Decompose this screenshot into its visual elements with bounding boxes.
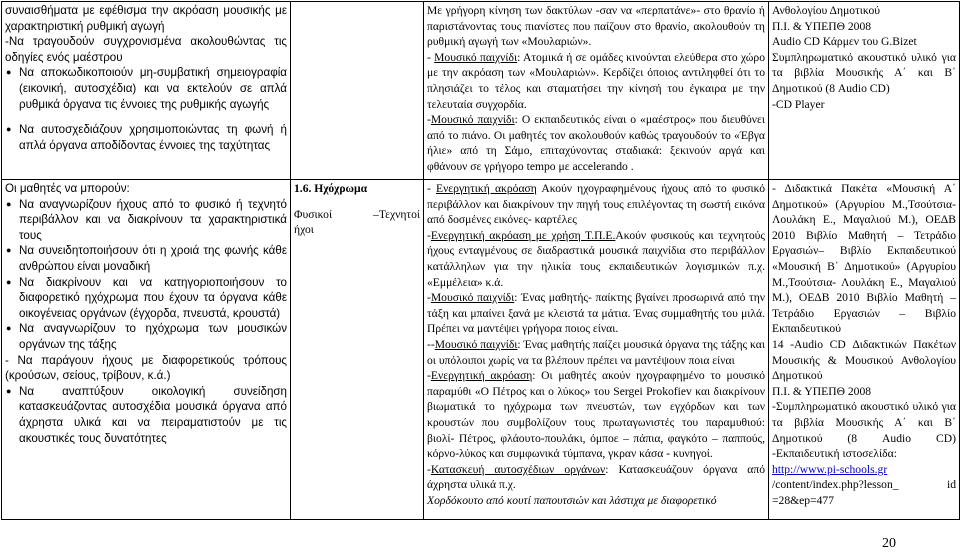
- table-row: [2, 180, 960, 520]
- activity-text: -Μουσικό παιχνίδι: Ένας μαθητής- παίκτης βγαίνει προσωρινά από την τάξη και μπαίνει ξανά με κλειστά τα μάτια. Ένας συμμαθητής του μιλά. Πρέπει να μαντέψει γρήγορα ποιος είναι.: [427, 291, 766, 336]
- objective-bullet: ● Να διακρίνουν και να κατηγοριοποιήσουν το διαφορετικό ηχόχρωμα που έχουν τα όργανα κάθε οικογένειας οργάνων (έγχορδα, πνευστά, κρουστά): [5, 275, 287, 322]
- website-link[interactable]: http://www.pi-schools.gr: [772, 462, 888, 476]
- activity-link[interactable]: Ενεργητική ακρόαση: [435, 182, 537, 195]
- activity-text: Χορδόκουτο από κουτί παπουτσιών και λάστιχα με διαφορετικό: [427, 493, 717, 507]
- activity-link[interactable]: Κατασκευή αυτοσχέδιων οργάνων: [430, 462, 606, 476]
- topic-cell-top: [291, 2, 424, 180]
- topic-natural: Φυσικοί ήχοι: [294, 207, 333, 237]
- materials-cell-top: [769, 2, 960, 180]
- material-text: -Συμπληρωματικό ακουστικό υλικό για τα βιβλία Μουσικής Α΄ και Β΄ Δημοτικού (8 Audio CD) -Εκπαιδευτική ιστοσελίδα:: [772, 400, 956, 461]
- material-text: 14 -Audio CD Διδακτικών Πακέτων Μουσικής & Μουσικού Ανθολογίου Δημοτικού: [772, 337, 956, 383]
- material-text: Ανθολογίου Δημοτικού: [772, 4, 880, 17]
- game-link[interactable]: Μουσικό παιχνίδι: [430, 291, 515, 305]
- game-link[interactable]: Μουσικό παιχνίδι: [434, 337, 518, 351]
- topic-cell-bottom: [291, 180, 424, 520]
- material-text: Π.Ι. & ΥΠΕΠΘ 2008: [772, 384, 872, 398]
- activity-text: -Ενεργητική ακρόαση: Οι μαθητές ακούν ηχογραφημένο το μουσικό παραμύθι «Ο Πέτρος και ο λύκος» του Sergei Prokofiev και διακρίνουν βιωματικά το ηχόχρωμα των πνευστών, των εγχόρδων και των κρουστών που συμβολίζουν τους πρωταγωνιστές του παραμυθιού: βιολί- Πέτρος, φλάουτο-πουλάκι, όμποε – πάπια, φαγκότο – παππούς, κόρνο-λύκος και συμφωνικά τύμπανα, γκραν κάσα - κυνηγοί.: [427, 369, 765, 461]
- objective-text: - Να παράγουν ήχους με διαφορετικούς τρόπους (κρούσων, σείους, τρίβουν, κ.ά.): [5, 353, 287, 383]
- activity-text: - Ενεργητική ακρόαση Ακούν ηχογραφημένους ήχους από το φυσικό περιβάλλον και διακρίνουν την πηγή τους επιλέγοντας τη σωστή εικόνα από δοσμένες εικόνες- καρτέλες: [427, 182, 766, 227]
- objectives-cell-bottom: [2, 180, 291, 520]
- activity-text: --Μουσικό παιχνίδι: Ένας μαθητής παίζει μουσικά όργανα της τάξης και οι υπόλοιποι χωρίς να τα βλέπουν πρέπει να μαντέψουν ποια είναι: [427, 337, 765, 367]
- website-path: /content/index.php?lesson_ id =28&ep=477: [772, 478, 956, 507]
- objectives-intro: Οι μαθητές να μπορούν:: [5, 182, 130, 195]
- activity-text: -Ενεργητική ακρόαση με χρήση Τ.Π.Ε.Ακούν φυσικούς και τεχνητούς ήχους ενταγμένους σε διαδραστικά μουσικά παιχνίδια στο περιβάλλον κατάλληλων για την ηλικία τους εκπαιδευτικών λογισμικών π.χ. «Εμμέλεια» κ.ά.: [427, 228, 765, 289]
- objective-bullet: ● Να αυτοσχεδιάζουν χρησιμοποιώντας τη φωνή ή απλά όργανα αποδίδοντας έννοιες της ταχύτητας: [5, 122, 287, 153]
- materials-cell-bottom: [769, 180, 960, 520]
- objective-bullet: ● Να συνειδητοποιήσουν ότι η χροιά της φωνής κάθε ανθρώπου είναι μοναδική: [5, 243, 287, 274]
- activity-link[interactable]: Ενεργητική ακρόαση με χρήση Τ.Π.Ε.: [430, 228, 616, 242]
- material-text: Audio CD Κάρμεν του G.Bizet: [772, 35, 917, 49]
- material-text: - Διδακτικά Πακέτα «Μουσική Α΄ Δημοτικού» (Αργυρίου Μ.,Τσούτσια- Λουλάκη Ε., Μαγαλιού Μ.), ΟΕΔΒ 2010 Βιβλίο Μαθητή – Τετράδιο Εργασιών– Βιβλίο Εκπαιδευτικού «Μουσική Β΄ Δημοτικού» (Αργυρίου Μ.,Τσούτσια- Λουλάκη Ε., Μαγαλιού Μ.), ΟΕΔΒ 2010 Βιβλίο Μαθητή – Τετράδιο Εργασιών – Βιβλίο Εκπαιδευτικού: [772, 182, 956, 336]
- table-row: [2, 2, 960, 180]
- section-heading: 1.6. Ηχόχρωμα: [294, 182, 368, 195]
- objectives-cell-top: [2, 2, 291, 180]
- curriculum-table: [1, 1, 960, 520]
- material-text: Συμπληρωματικό ακουστικό υλικό για τα βιβλία Μουσικής Α΄ και Β΄ Δημοτικού (8 Audio CD): [772, 50, 956, 95]
- page-number: 20: [882, 536, 896, 551]
- activities-cell-top: [424, 2, 769, 180]
- game-link[interactable]: Μουσικό παιχνίδι: [434, 50, 518, 64]
- objective-bullet: ● Να αναγνωρίζουν το ηχόχρωμα των μουσικών οργάνων της τάξης: [5, 321, 287, 352]
- material-text: Π.Ι. & ΥΠΕΠΘ 2008: [772, 19, 872, 33]
- activity-text: - Μουσικό παιχνίδι: Ατομικά ή σε ομάδες κινούνται ελεύθερα στο χώρο με την ακρόαση των «Μουλαριών». Κερδίζει όποιος αντιληφθεί ότι το πλησιάζει το τέλος και σταματήσει την κίνησή του έγκαιρα με την τελευταία συγχορδία.: [427, 50, 765, 111]
- activity-text: -Μουσικό παιχνίδι: Ο εκπαιδευτικός είναι ο «μαέστρος» που διευθύνει από το πιάνο. Οι μαθητές τον ακολουθούν καθώς τραγουδούν το «Έβγα ήλιε» από τη Σάμο, επιταχύνοντας σταδιακά: ξεκινούν αργά και φθάνουν σε γρήγορο tempo με accelerando .: [427, 113, 765, 173]
- objective-bullet: ● Να αναγνωρίζουν ήχους από το φυσικό ή τεχνητό περιβάλλον και να διακρίνουν τα χαρακτηριστικά τους: [5, 197, 287, 244]
- activity-text: Με γρήγορη κίνηση των δακτύλων -σαν να «περπατάνε»- στο θρανίο ή παριστάνοντας τους πιανίστες που παίζουν στο θρανίο, ακολουθούν τη ρυθμική αγωγή των «Μουλαριών».: [427, 4, 765, 49]
- objective-text: συναισθήματα με εφέθισμα την ακρόαση μουσικής με χαρακτηριστική ρυθμική αγωγή: [5, 4, 287, 33]
- objective-text: -Να τραγουδούν συγχρονισμένα ακολουθώντας τις οδηγίες ενός μαέστρου: [5, 35, 287, 64]
- activity-link[interactable]: Ενεργητική ακρόαση: [430, 369, 533, 383]
- topic-subtitle: [294, 207, 420, 238]
- activity-text: -Κατασκευή αυτοσχέδιων οργάνων: Κατασκευάζουν όργανα από άχρηστα υλικά π.χ.: [427, 462, 765, 492]
- objective-bullet: ● Να αποκωδικοποιούν μη-συμβατική σημειογραφία (εικονική, αυτοσχέδια) και να εκτελούν σε απλά ρυθμικά όργανα τις έννοιες της ρυθμικής αγωγής: [5, 65, 287, 112]
- objective-bullet: ● Να αναπτύξουν οικολογική συνείδηση κατασκευάζοντας αυτοσχέδια μουσικά όργανα από άχρηστα υλικά και να πειραματιστούν με τις ακουστικές τους δυνατότητες: [5, 384, 287, 446]
- topic-artificial: –Τεχνητοί: [373, 207, 420, 221]
- material-text: -CD Player: [772, 97, 825, 111]
- activities-cell-bottom: [424, 180, 769, 520]
- game-link[interactable]: Μουσικό παιχνίδι: [430, 113, 515, 127]
